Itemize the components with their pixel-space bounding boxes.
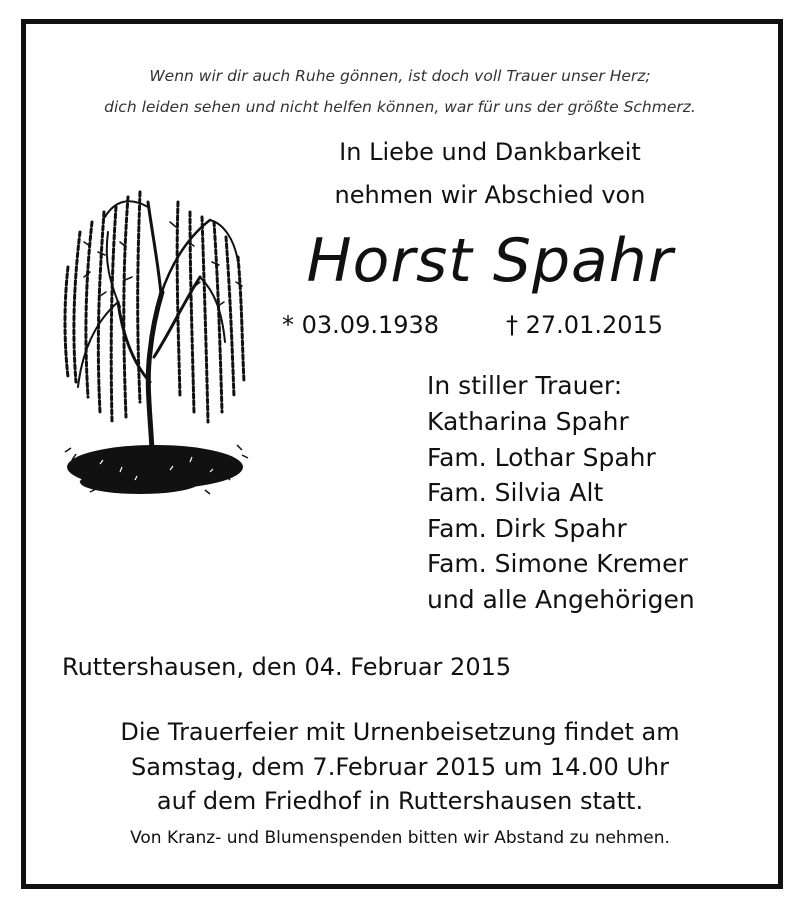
mourner-name: Katharina Spahr (427, 407, 629, 436)
deceased-name: Horst Spahr (306, 226, 674, 296)
ceremony-line-2: Samstag, dem 7.Februar 2015 um 14.00 Uhr (130, 753, 670, 781)
flower-donation-note: Von Kranz- und Blumenspenden bitten wir Abstand zu nehmen. (130, 828, 670, 848)
verse-line-2: dich leiden sehen und nicht helfen können, war für uns der größte Schmerz. (104, 98, 696, 116)
intro-line-1: In Liebe und Dankbarkeit (339, 138, 641, 166)
mourner-name: und alle Angehörigen (427, 585, 695, 614)
birth-date: * 03.09.1938 (282, 311, 440, 339)
ceremony-line-3: auf dem Friedhof in Ruttershausen statt. (156, 787, 644, 815)
verse-line-1: Wenn wir dir auch Ruhe gönnen, ist doch voll Trauer unser Herz; (149, 67, 651, 85)
mourner-name: Fam. Lothar Spahr (427, 443, 656, 472)
mourner-name: Fam. Dirk Spahr (427, 514, 627, 543)
ceremony-line-1: Die Trauerfeier mit Urnenbeisetzung findet am (120, 718, 680, 746)
weeping-willow-icon (60, 182, 255, 512)
place-and-date: Ruttershausen, den 04. Februar 2015 (62, 653, 512, 681)
mourners-heading: In stiller Trauer: (427, 371, 623, 400)
intro-line-2: nehmen wir Abschied von (334, 181, 646, 209)
mourner-name: Fam. Silvia Alt (427, 478, 604, 507)
mourner-name: Fam. Simone Kremer (427, 549, 688, 578)
death-date: † 27.01.2015 (506, 311, 664, 339)
